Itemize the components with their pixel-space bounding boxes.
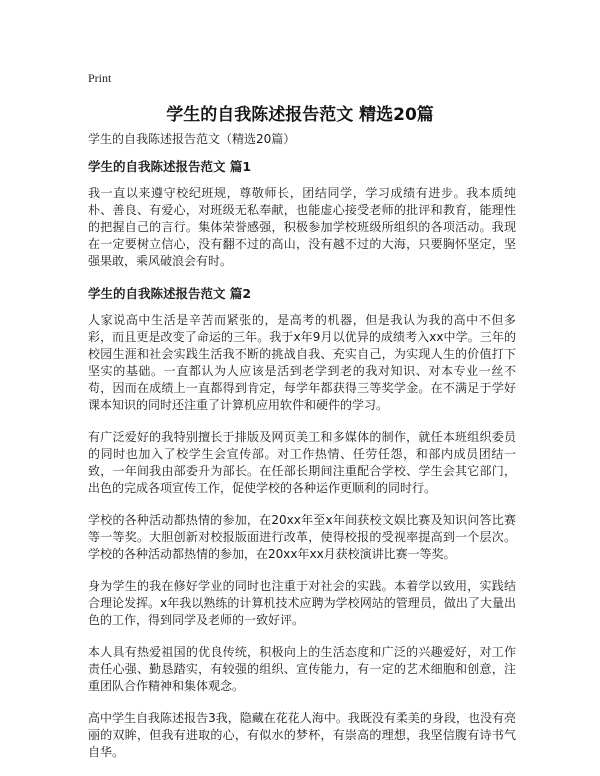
section-2 bbox=[88, 285, 516, 761]
page-title: 学生的自我陈述报告范文 精选20篇 bbox=[166, 105, 434, 125]
paragraph: 高中学生自我陈述报告3我，隐藏在花花人海中。我既没有柔美的身段，也没有亮丽的双眸，但我有进取的心，有似水的梦杯，有崇高的理想，我坚信腹有诗书气自华。 bbox=[88, 711, 516, 759]
section-heading: 学生的自我陈述报告范文 篇2 bbox=[88, 286, 252, 301]
section-heading: 学生的自我陈述报告范文 篇1 bbox=[88, 159, 252, 174]
paragraph: 人家说高中生活是辛苦而紧张的，是高考的机器，但是我认为我的高中不但多彩，而且更是改变了命运的三年。我于x年9月以优异的成绩考入xx中学。三年的校园生涯和社会实践生活我不断的挑战自我、充实自己，为实现人生的价值打下坚实的基础。一直都认为人应该是活到老学到老的我对知识、对本专业一丝不苟，因而在成绩上一直都得到肯定，每学年都获得三等奖学金。在不满足于学好课本知识的同时还注重了计算机应用软件和硬件的学习。 bbox=[88, 313, 516, 412]
print-link[interactable]: Print bbox=[88, 71, 112, 85]
section-1 bbox=[88, 158, 516, 270]
document-body bbox=[88, 131, 516, 776]
paragraph: 学校的各种活动都热情的参加，在20xx年至x年间获校文娱比赛及知识问答比赛等一等奖。大胆创新对校报版面进行改革，使得校报的受视率提高到一个层次。学校的各种活动都热情的参加，在20xx年xx月获校演讲比赛一等奖。 bbox=[88, 513, 516, 561]
document-subtitle: 学生的自我陈述报告范文（精选20篇） bbox=[88, 132, 296, 146]
paragraph: 身为学生的我在修好学业的同时也注重于对社会的实践。本着学以致用，实践结合理论发挥。x年我以熟练的计算机技术应聘为学校网站的管理员，做出了大量出色的工作，得到同学及老师的一致好评。 bbox=[88, 579, 516, 627]
paragraph: 本人具有热爱祖国的优良传统，积极向上的生活态度和广泛的兴趣爱好，对工作责任心强、勤恳踏实，有较强的组织、宣传能力，有一定的艺术细胞和创意，注重团队合作精神和集体观念。 bbox=[88, 645, 516, 693]
paragraph: 我一直以来遵守校纪班规，尊敬师长，团结同学，学习成绩有进步。我本质纯朴、善良、有爱心，对班级无私奉献，也能虚心接受老师的批评和教育，能理性的把握自己的言行。集体荣誉感强，积极参加学校班级所组织的各项活动。我现在一定要树立信心，没有翻不过的高山，没有越不过的大海，只要胸怀坚定，坚强果敢，乘风破浪会有时。 bbox=[88, 186, 516, 268]
paragraph: 有广泛爱好的我特别擅长于排版及网页美工和多媒体的制作，就任本班组织委员的同时也加入了校学生会宣传部。对工作热情、任劳任怨，和部内成员团结一致，一年间我由部委升为部长。在任部长期间注重配合学校、学生会其它部门，出色的完成各项宣传工作，促使学校的各种运作更顺利的同时行。 bbox=[88, 430, 516, 495]
